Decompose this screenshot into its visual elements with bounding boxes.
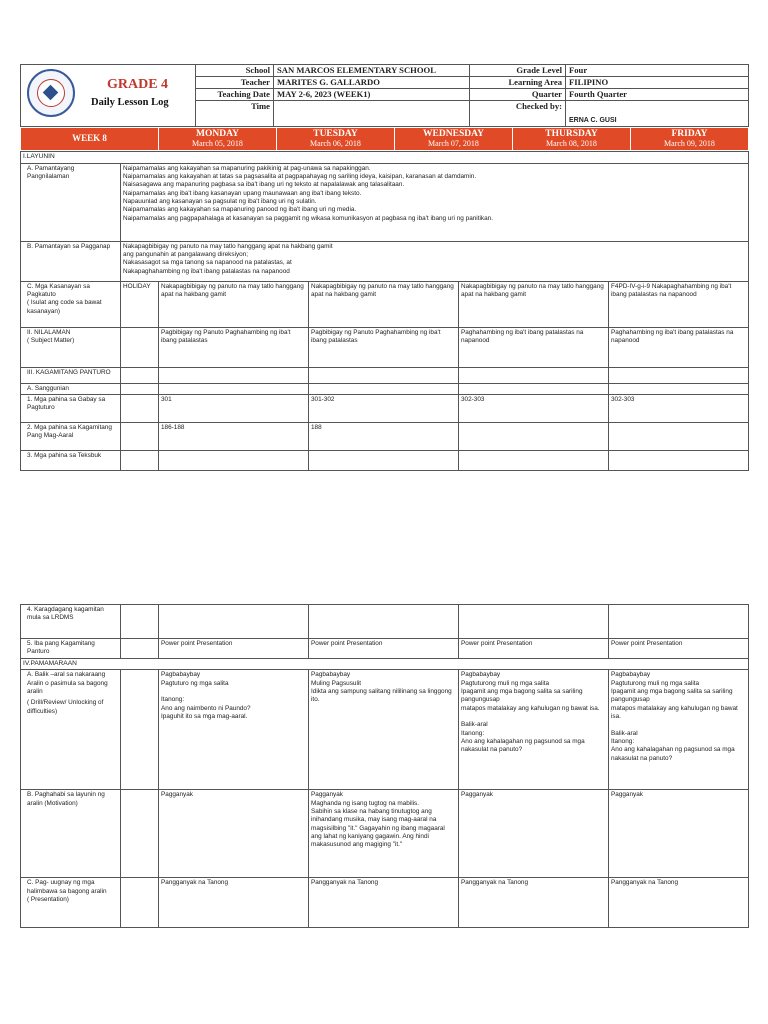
nilalaman-label: II. NILALAMAN ( Subject Matter) <box>21 327 121 367</box>
gabay-friday: 302-303 <box>609 394 749 422</box>
nilalaman-thursday: Paghahambing ng iba't ibang patalastas na napanood <box>459 327 609 367</box>
teaching-date-label: Teaching Date <box>196 89 274 101</box>
teaching-date-value: MAY 2-6, 2023 (WEEK1) <box>274 89 470 101</box>
gabay-wednesday: 301-302 <box>309 394 459 422</box>
day-monday: MONDAY March 05, 2018 <box>159 128 277 151</box>
motivation-monday: Pagganyak <box>159 790 309 878</box>
kagamitang-pang-thursday <box>459 422 609 450</box>
kagamitang-pang-wednesday: 188 <box>309 422 459 450</box>
kasanayan-monday: HOLIDAY <box>121 281 159 327</box>
learning-area-label: Learning Area <box>470 77 566 89</box>
quarter-value: Fourth Quarter <box>566 89 749 101</box>
lesson-table <box>20 151 749 471</box>
balik-aral-label: A. Balik –aral sa nakaraang Aralin o pasimula sa bagong aralin ( Drill/Review/ Unlocking of difficulties) <box>21 670 121 790</box>
gabay-tuesday: 301 <box>159 394 309 422</box>
motivation-wednesday: Pagganyak <box>459 790 609 878</box>
presentation-monday: Pangganyak na Tanong <box>159 878 309 928</box>
kagamitan-label: III. KAGAMITANG PANTURO <box>21 367 121 383</box>
kasanayan-label: C. Mga Kasanayan sa Pagkatuto ( Isulat ang code sa bawat kasanayan) <box>21 281 121 327</box>
school-label: School <box>196 65 274 77</box>
pagganap-content: Nakapagbibigay ng panuto na may tatlo hanggang apat na hakbang gamit ang pangunahin at pangalawang direksiyon; Nakasasagot sa mga tanong sa napanood na patalastas, at Nakapaghahambing ng iba't ibang patalastas na napanood <box>121 241 749 281</box>
page-one <box>20 64 748 474</box>
day-friday: FRIDAY March 09, 2018 <box>631 128 749 151</box>
grade-level-label: Grade Level <box>470 65 566 77</box>
kasanayan-friday: F4PD-IV-g-i-9 Nakapaghahambing ng iba't ibang patalastas na napanood <box>609 281 749 327</box>
day-wednesday: WEDNESDAY March 07, 2018 <box>395 128 513 151</box>
iba-pang-monday: Power point Presentation <box>159 639 309 659</box>
kagamitang-pang-label: 2. Mga pahina sa Kagamitang Pang Mag-Aaral <box>21 422 121 450</box>
teacher-label: Teacher <box>196 77 274 89</box>
presentation-tuesday: Pangganyak na Tanong <box>309 878 459 928</box>
motivation-friday: Pagganyak <box>609 790 749 878</box>
teksbuk-label: 3. Mga pahina sa Teksbuk <box>21 450 121 470</box>
logo-cell <box>21 65 196 127</box>
iba-pang-friday: Power point Presentation <box>609 639 749 659</box>
motivation-label: B. Paghahabi sa layunin ng aralin (Motivation) <box>21 790 121 878</box>
pagganap-label: B. Pamantayan sa Pagganap <box>21 241 121 281</box>
balik-aral-wednesday: Pagbabaybay Pagtuturong muli ng mga salita Ipagamit ang mga bagong salita sa sariling pangungusap matapos matalakay ang kahulugan ng bawat isa. Balik-aral Itanong: Ano ang kahalagahan ng pagsunod sa mga nakasulat na panuto? <box>459 670 609 790</box>
presentation-friday: Pangganyak na Tanong <box>609 878 749 928</box>
balik-aral-tuesday: Pagbabaybay Muling Pagsusulit Idikta ang sampung salitang nililinang sa linggong ito. <box>309 670 459 790</box>
quarter-label: Quarter <box>470 89 566 101</box>
motivation-tuesday: Pagganyak Maghanda ng isang tugtog na mabilis. Sabihin sa klase na habang tinutugtog ang inihandang musika, may isang mag-aaral na magsisilbing "it." Gagayahin ng ibang magaaral ang lahat ng kaniyang gagawin. Ang hindi makasusunod ang magiging "it." <box>309 790 459 878</box>
lrdms-label: 4. Karagdagang kagamitan mula sa LRDMS <box>21 605 121 639</box>
iba-pang-wednesday: Power point Presentation <box>459 639 609 659</box>
checked-by-label: Checked by: <box>470 101 566 127</box>
nilalaman-tuesday: Pagbibigay ng Panuto Paghahambing ng iba't ibang patalastas <box>159 327 309 367</box>
kasanayan-tuesday: Nakapagbibigay ng panuto na may tatlo hanggang apat na hakbang gamit <box>159 281 309 327</box>
learning-area-value: FILIPINO <box>566 77 749 89</box>
time-label: Time <box>196 101 274 127</box>
nilalaman-friday: Paghahambing ng iba't ibang patalastas na napanood <box>609 327 749 367</box>
balik-aral-friday: Pagbabaybay Pagtuturong muli ng mga salita Ipagamit ang mga bagong salita sa sariling pangungusap matapos matalakay ang kahulugan ng bawat isa. Balik-aral Itanong: Ano ang kahalagahan ng pagsunod sa mga nakasulat na panuto? <box>609 670 749 790</box>
kagamitang-pang-tuesday: 186-188 <box>159 422 309 450</box>
iba-pang-tuesday: Power point Presentation <box>309 639 459 659</box>
layunin-heading: I.LAYUNIN <box>21 152 749 164</box>
gabay-thursday: 302-303 <box>459 394 609 422</box>
page-two <box>20 604 748 904</box>
week-label: WEEK 8 <box>21 128 159 151</box>
school-value: SAN MARCOS ELEMENTARY SCHOOL <box>274 65 470 77</box>
teacher-value: MARITES G. GALLARDO <box>274 77 470 89</box>
nilalaman-wednesday: Pagbibigay ng Panuto Paghahambing ng iba't ibang patalastas <box>309 327 459 367</box>
lesson-table-continued <box>20 604 749 928</box>
kasanayan-wednesday: Nakapagbibigay ng panuto na may tatlo hanggang apat na hakbang gamit <box>309 281 459 327</box>
header-table <box>20 64 749 127</box>
pamantayang-label: A. Pamantayang Pangnilalaman <box>21 163 121 241</box>
presentation-label: C. Pag- uugnay ng mga halimbawa sa bagong aralin ( Presentation) <box>21 878 121 928</box>
time-value <box>274 101 470 127</box>
checker-name: ERNA C. GUSI <box>566 101 749 127</box>
deped-seal-icon <box>27 69 75 117</box>
balik-aral-monday: Pagbabaybay Pagtuturo ng mga salita Itanong: Ano ang naimbento ni Paundo? Ipaguhit ito sa mga mag-aaral. <box>159 670 309 790</box>
grade-level-value: Four <box>566 65 749 77</box>
day-tuesday: TUESDAY March 06, 2018 <box>277 128 395 151</box>
day-thursday: THURSDAY March 08, 2018 <box>513 128 631 151</box>
grade-title: GRADE 4 <box>107 77 169 92</box>
kagamitang-pang-friday <box>609 422 749 450</box>
iba-pang-label: 5. Iba pang Kagamitang Panturo <box>21 639 121 659</box>
sanggunian-label: A. Sanggunian <box>21 383 121 394</box>
pamamaraan-heading: IV.PAMAMARAAN <box>21 658 749 670</box>
presentation-wednesday: Pangganyak na Tanong <box>459 878 609 928</box>
dll-title: Daily Lesson Log <box>91 97 169 108</box>
pamantayang-content: Naipamamalas ang kakayahan sa mapanuring pakikinig at pag-unawa sa napakinggan. Naipamamalas ang kakayahan at tatas sa pagsasalita at pagpapahayag ng sariling ideya, kaisipan, karanasan at damdamin. Naisasagawa ang mapanuring pagbasa sa iba't ibang uri ng teksto at napalalawak ang talasalitaan. Naipamamalas ang iba't ibang kasanayan upang maunawaan ang iba't ibang teksto. Napauunlad ang kasanayan sa pagsulat ng iba't ibang uri ng sulatin. Naipamamalas ang kakayahan sa mapanuring panood ng iba't ibang uri ng media. Naipamamalas ang pagpapahalaga at kasanayan sa paggamit ng wikasa komunikasyon at pagbasa ng iba't ibang uri ng panitikan. <box>121 163 749 241</box>
kasanayan-thursday: Nakapagbibigay ng panuto na may tatlo hanggang apat na hakbang gamit <box>459 281 609 327</box>
gabay-label: 1. Mga pahina sa Gabay sa Pagtuturo <box>21 394 121 422</box>
week-band <box>20 127 749 151</box>
